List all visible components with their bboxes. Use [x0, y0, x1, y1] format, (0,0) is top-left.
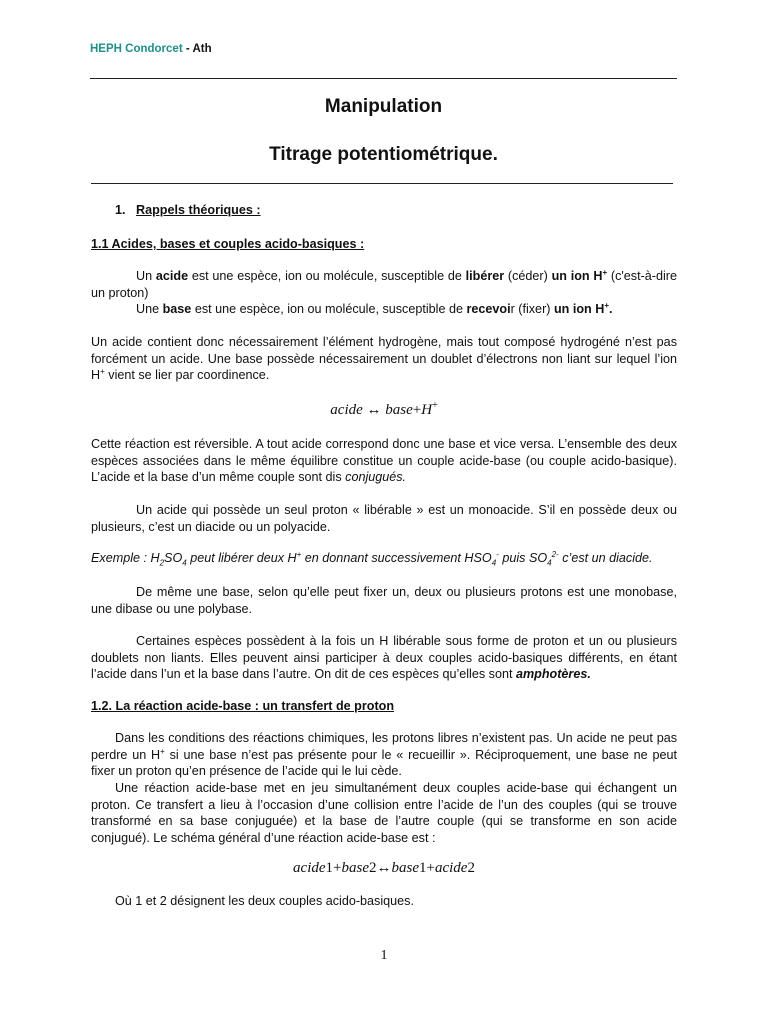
paragraph-reversible: Cette réaction est réversible. A tout acide correspond donc une base et vice versa. L’ensemble des deux espèces associées dans le même équilibre constitue un couple acide-base (ou couple acido-basique). L’acide et la base d’un même couple sont dis conjugués.	[91, 437, 677, 485]
equation-acid-base-equilibrium: acide ↔ base+H+	[330, 400, 438, 418]
paragraph-conditions: Dans les conditions des réactions chimiques, les protons libres n’existent pas. Un acide ne peut pas perdre un H+ si une base n’est pas présente pour le « recueillir ». Réciproquement, une base ne peut fixer un proton qu’en présence de l’acide qui le lui cède.	[91, 731, 677, 779]
subsection-heading-1-2	[91, 698, 677, 715]
page-number: 1	[380, 948, 388, 963]
section-number: 1.	[115, 203, 126, 217]
paragraph-reaction: Une réaction acide-base met en jeu simultanément deux couples acide-base qui échangent un proton. Ce transfert a lieu à l’occasion d’une collision entre l’acide de l’un des couples (qui se trouve transformé en sa base conjuguée) et la base de l’autre couple (qui se transforme en son acide conjugué). Le schéma général d’une réaction acide-base est :	[91, 781, 677, 845]
section-title: Rappels théoriques :	[136, 203, 261, 217]
header-separator: -	[182, 43, 193, 55]
document-title: Manipulation	[324, 96, 443, 117]
section-heading-1	[115, 202, 701, 219]
header-school: HEPH Condorcet	[90, 43, 183, 55]
subsection-title: 1.2. La réaction acide-base : un transfert de proton	[91, 699, 395, 713]
equation-general-acid-base: acide1+base2↔base1+acide2	[293, 860, 475, 876]
paragraph-exemple: Exemple : $H_2SO_4$ peut libérer deux H+ en donnant successivement $HSO_4^-$ puis $SO_4^{2-}$ c’est un diacide.	[91, 549, 653, 568]
header-campus: Ath	[192, 43, 212, 55]
paragraph-base-definition: Une base est une espèce, ion ou molécule, susceptible de recevoir (fixer) un ion H+.	[136, 300, 613, 316]
subsection-heading-1-1	[91, 236, 677, 253]
page-header	[90, 43, 212, 55]
paragraph-amphoteres: Certaines espèces possèdent à la fois un H libérable sous forme de proton et un ou plusieurs doublets non liants. Elles peuvent ainsi participer à deux couples acido-basiques différents, en étant l’acide dans l’un et la base dans l’autre. On dit de ces espèces qu’elles sont amphotères.	[91, 634, 677, 682]
paragraph-monobase: De même une base, selon qu’elle peut fixer un, deux ou plusieurs protons est une monobase, une dibase ou une polybase.	[91, 585, 677, 616]
title-divider	[91, 183, 673, 184]
paragraph-monoacide: Un acide qui possède un seul proton « libérable » est un monoacide. S’il en possède deux ou plusieurs, c’est un diacide ou un polyacide.	[91, 503, 677, 534]
paragraph-acide-definition: Un acide est une espèce, ion ou molécule, susceptible de libérer (céder) un ion H+ (c'est-à-dire un proton)	[91, 267, 677, 300]
paragraph-hydrogene: Un acide contient donc nécessairement l’élément hydrogène, mais tout composé hydrogéné n’est pas forcément un acide. Une base possède nécessairement un doublet d’électrons non liant sur lequel l’ion H+ vient se lier par coordinence.	[91, 335, 677, 383]
paragraph-ou: Où 1 et 2 désignent les deux couples acido-basiques.	[115, 894, 414, 908]
subsection-title: 1.1 Acides, bases et couples acido-basiques :	[91, 237, 365, 251]
header-divider	[90, 78, 677, 79]
document-subtitle: Titrage potentiométrique.	[269, 144, 498, 165]
